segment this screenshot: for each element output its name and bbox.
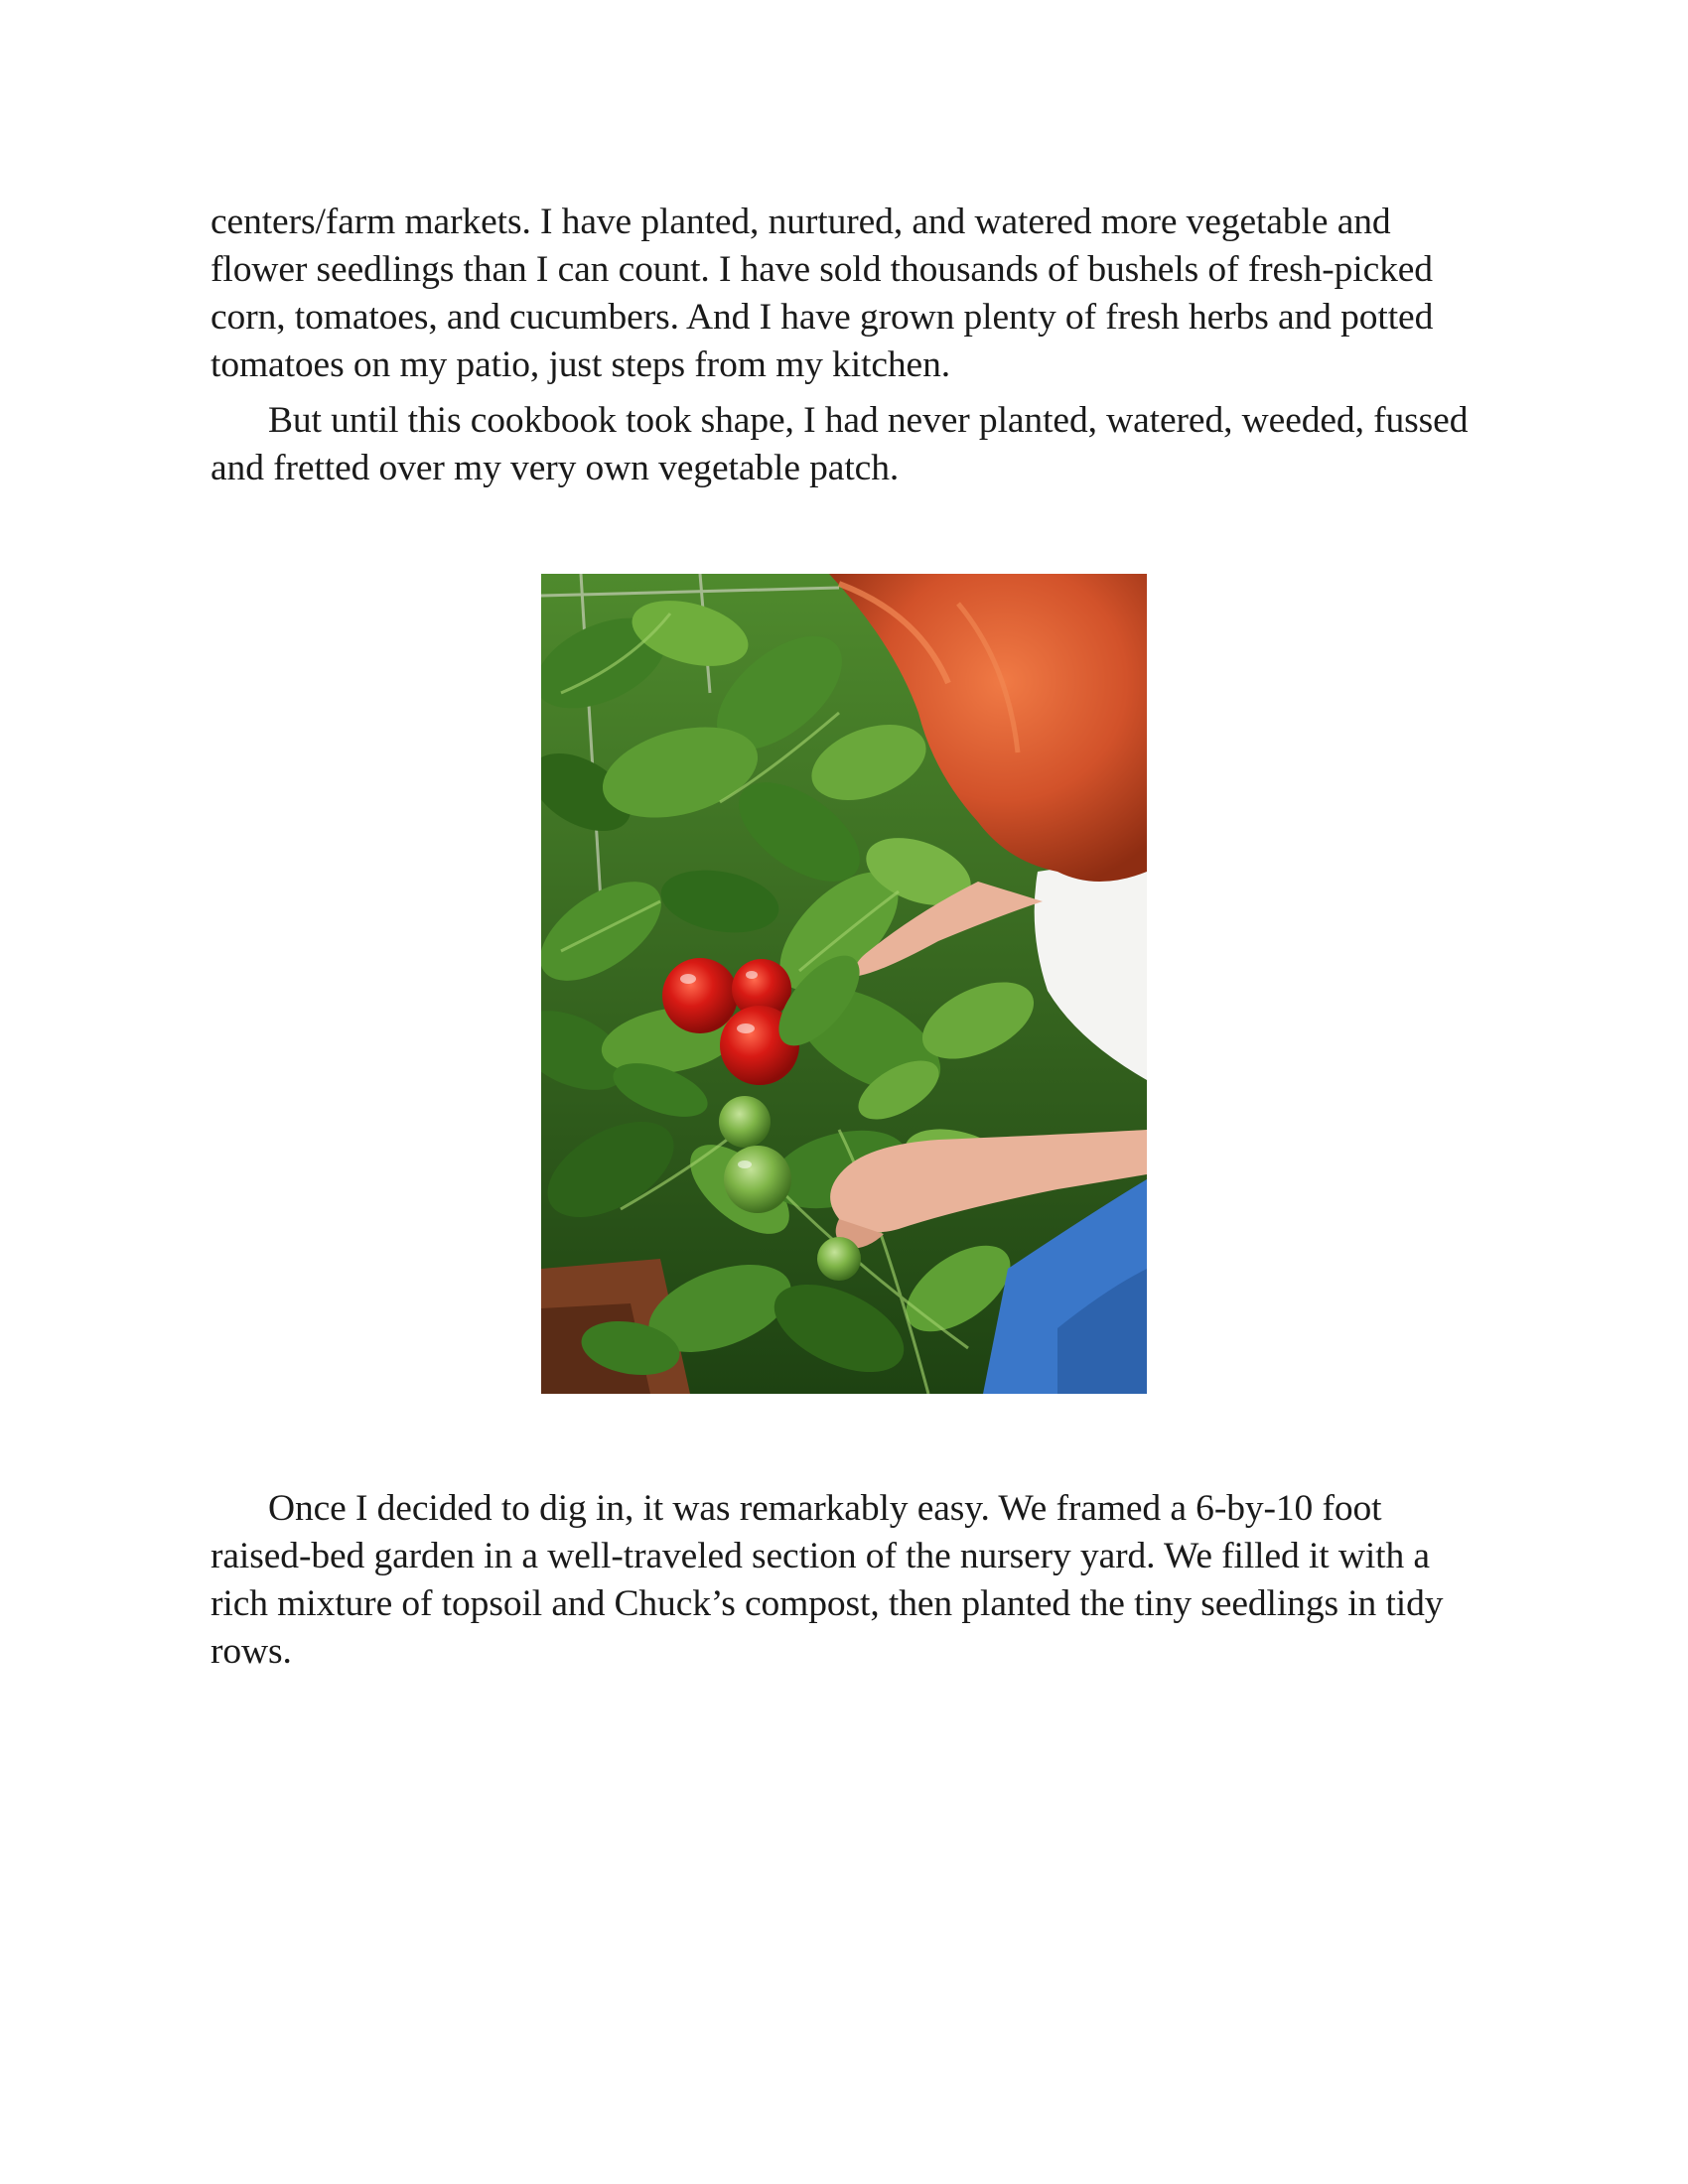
green-tomato: [719, 1096, 771, 1148]
green-tomato: [817, 1237, 861, 1281]
body-paragraph-1: centers/farm markets. I have planted, nurtured, and watered more vegetable and flower seedlings than I can count. I have sold thousands of bushels of fresh-picked corn, tomatoes, and cucumbers. And I have grown plenty of fresh herbs and potted tomatoes on my patio, just steps from my kitchen.: [211, 202, 1434, 385]
body-paragraph-3: Once I decided to dig in, it was remarkably easy. We framed a 6-by-10 foot raised-bed garden in a well-traveled section of the nursery yard. We filled it with a rich mixture of topsoil and Chuck’s compost, then planted the tiny seedlings in tidy rows.: [211, 1488, 1444, 1672]
red-tomato: [662, 958, 738, 1033]
tomato-garden-illustration: [541, 574, 1147, 1394]
body-paragraph-2: But until this cookbook took shape, I had never planted, watered, weeded, fussed and fretted over my very own vegetable patch.: [211, 400, 1469, 488]
green-tomato: [724, 1146, 791, 1213]
garden-photo: [541, 574, 1147, 1394]
